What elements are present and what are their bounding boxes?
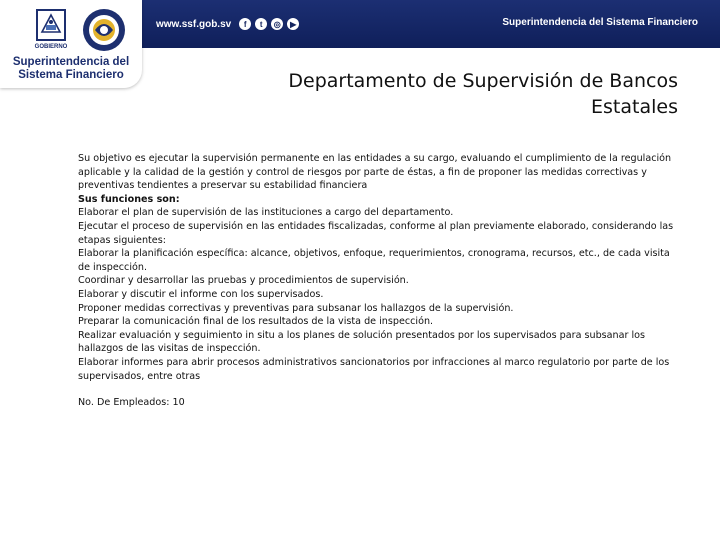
objective-paragraph: Su objetivo es ejecutar la supervisión permanente en las entidades a su cargo, evaluando el cumplimiento de la regulación aplicable y la calidad de la gestión y control de riesgos por parte de éstas, a fin de proponer las medidas correctivas y preventivas tendientes a preservar su estabilidad financiera bbox=[78, 153, 672, 192]
page-title-line2: Estatales bbox=[591, 96, 678, 118]
instagram-icon[interactable]: ◎ bbox=[271, 18, 283, 30]
function-item: Proponer medidas correctivas y preventivas para subsanar los hallazgos de la supervisión. bbox=[78, 302, 514, 314]
function-item: Ejecutar el proceso de supervisión en las entidades fiscalizadas, conforme al plan previamente elaborado, considerando las etapas siguientes: bbox=[78, 220, 674, 246]
function-item: Elaborar y discutir el informe con los supervisados. bbox=[78, 288, 324, 300]
website-link[interactable]: www.ssf.gob.sv bbox=[156, 18, 232, 30]
page-title-line1: Departamento de Supervisión de Bancos bbox=[288, 70, 678, 92]
gobierno-label: GOBIERNO bbox=[34, 44, 68, 50]
function-item: Elaborar el plan de supervisión de las instituciones a cargo del departamento. bbox=[78, 207, 454, 219]
youtube-icon[interactable]: ▶ bbox=[287, 18, 299, 30]
function-item: Realizar evaluación y seguimiento in situ a los planes de solución presentados por los supervisados para subsanar los hallazgos de las visitas de inspección. bbox=[78, 329, 646, 355]
agency-name-logo bbox=[0, 56, 142, 82]
page-title bbox=[258, 68, 678, 120]
ssf-logo-icon bbox=[82, 8, 126, 52]
logo-card bbox=[0, 0, 142, 88]
content-body bbox=[78, 152, 684, 410]
functions-heading: Sus funciones son: bbox=[78, 193, 180, 205]
facebook-icon[interactable]: f bbox=[239, 18, 251, 30]
function-item: Coordinar y desarrollar las pruebas y procedimientos de supervisión. bbox=[78, 275, 409, 287]
employees-label: No. De Empleados: bbox=[78, 397, 170, 409]
agency-name-line1: Superintendencia del bbox=[12, 56, 130, 68]
function-item: Elaborar la planificación específica: alcance, objetivos, enfoque, requerimientos, cronograma, recursos, etc., de cada visita de inspección. bbox=[78, 248, 670, 273]
twitter-icon[interactable]: t bbox=[255, 18, 267, 30]
agency-name-header: Superintendencia del Sistema Financiero bbox=[502, 17, 698, 28]
agency-name-line2: Sistema Financiero bbox=[18, 69, 124, 81]
function-item: Elaborar informes para abrir procesos administrativos sancionatorios por infracciones al marco regulatorio por parte de los supervisados, entre otras bbox=[78, 356, 670, 382]
employees-value: 10 bbox=[172, 397, 185, 409]
social-bar bbox=[156, 16, 299, 32]
employees-count bbox=[78, 396, 684, 410]
function-item: Preparar la comunicación final de los resultados de la vista de inspección. bbox=[78, 316, 434, 328]
